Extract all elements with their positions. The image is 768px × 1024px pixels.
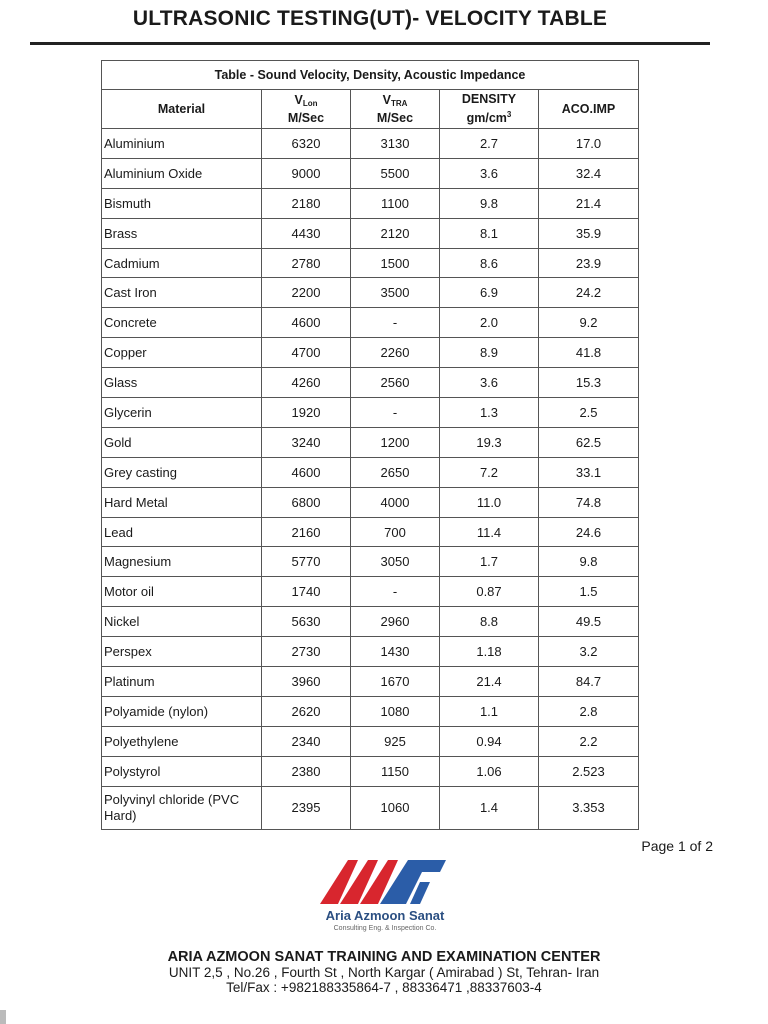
cell-material: Glass	[102, 368, 262, 398]
cell-v-longitudinal: 4700	[262, 338, 351, 368]
cell-v-transverse: 4000	[351, 487, 440, 517]
cell-v-transverse: 2120	[351, 218, 440, 248]
cell-acoustic-impedance: 62.5	[539, 427, 639, 457]
table-row	[102, 129, 639, 159]
cell-v-transverse: 700	[351, 517, 440, 547]
cell-density: 8.8	[440, 607, 539, 637]
cell-v-longitudinal: 6320	[262, 129, 351, 159]
cell-density: 0.94	[440, 726, 539, 756]
cell-acoustic-impedance: 21.4	[539, 188, 639, 218]
cell-v-transverse: 5500	[351, 158, 440, 188]
footer-organization: ARIA AZMOON SANAT TRAINING AND EXAMINATION CENTER	[167, 949, 601, 965]
cell-v-longitudinal: 3960	[262, 667, 351, 697]
cell-acoustic-impedance: 32.4	[539, 158, 639, 188]
cell-v-longitudinal: 1740	[262, 577, 351, 607]
header-density: DENSITY $gm/cm^3$	[440, 90, 539, 129]
cell-density: 3.6	[440, 368, 539, 398]
table-row	[102, 607, 639, 637]
cell-v-transverse: -	[351, 308, 440, 338]
cell-v-longitudinal: 4430	[262, 218, 351, 248]
cell-density: 7.2	[440, 457, 539, 487]
cell-acoustic-impedance: 2.2	[539, 726, 639, 756]
header-v-transverse: $V_{TRA}$ M/Sec	[351, 90, 440, 129]
cell-material: Brass	[102, 218, 262, 248]
cell-acoustic-impedance: 17.0	[539, 129, 639, 159]
cell-density: 2.0	[440, 308, 539, 338]
table-row	[102, 158, 639, 188]
cell-density: 2.7	[440, 129, 539, 159]
table-row	[102, 218, 639, 248]
table-row	[102, 487, 639, 517]
cell-v-longitudinal: 4600	[262, 457, 351, 487]
cell-density: 1.1	[440, 696, 539, 726]
cell-density: 6.9	[440, 278, 539, 308]
cell-material: Cadmium	[102, 248, 262, 278]
cell-density: 9.8	[440, 188, 539, 218]
cell-v-transverse: 3500	[351, 278, 440, 308]
cell-v-longitudinal: 2200	[262, 278, 351, 308]
table-row	[102, 398, 639, 428]
cell-v-transverse: 2260	[351, 338, 440, 368]
cell-acoustic-impedance: 24.2	[539, 278, 639, 308]
cell-material: Polyvinyl chloride (PVC Hard)	[102, 786, 262, 829]
cell-acoustic-impedance: 9.2	[539, 308, 639, 338]
cell-density: 3.6	[440, 158, 539, 188]
cell-v-transverse: 3130	[351, 129, 440, 159]
cell-v-longitudinal: 3240	[262, 427, 351, 457]
header-v-longitudinal: $V_{Lon}$ M/Sec	[262, 90, 351, 129]
cell-density: 11.0	[440, 487, 539, 517]
cell-v-transverse: 2560	[351, 368, 440, 398]
cell-v-transverse: 1100	[351, 188, 440, 218]
cell-v-longitudinal: 1920	[262, 398, 351, 428]
cell-density: 1.06	[440, 756, 539, 786]
cell-material: Bismuth	[102, 188, 262, 218]
table-row	[102, 756, 639, 786]
cell-v-transverse: 2650	[351, 457, 440, 487]
cell-acoustic-impedance: 23.9	[539, 248, 639, 278]
velocity-table	[101, 60, 639, 830]
cell-acoustic-impedance: 15.3	[539, 368, 639, 398]
cell-material: Aluminium Oxide	[102, 158, 262, 188]
cell-v-transverse: -	[351, 577, 440, 607]
cell-material: Lead	[102, 517, 262, 547]
cell-material: Motor oil	[102, 577, 262, 607]
cell-material: Hard Metal	[102, 487, 262, 517]
cell-v-longitudinal: 2180	[262, 188, 351, 218]
table-caption: Table - Sound Velocity, Density, Acoustic Impedance	[102, 61, 639, 90]
cell-acoustic-impedance: 2.523	[539, 756, 639, 786]
table-row	[102, 667, 639, 697]
table-row	[102, 726, 639, 756]
cell-density: 8.1	[440, 218, 539, 248]
cell-acoustic-impedance: 3.2	[539, 637, 639, 667]
cell-acoustic-impedance: 24.6	[539, 517, 639, 547]
page-number: Page 1 of 2	[641, 838, 713, 854]
cell-v-longitudinal: 5630	[262, 607, 351, 637]
table-row	[102, 517, 639, 547]
cell-acoustic-impedance: 35.9	[539, 218, 639, 248]
header-material: Material	[102, 90, 262, 129]
cell-v-longitudinal: 2160	[262, 517, 351, 547]
cell-v-longitudinal: 2620	[262, 696, 351, 726]
cell-v-transverse: 1060	[351, 786, 440, 829]
cell-material: Polyethylene	[102, 726, 262, 756]
cell-density: 11.4	[440, 517, 539, 547]
table-row	[102, 637, 639, 667]
cell-v-transverse: 1500	[351, 248, 440, 278]
footer-contact: Tel/Fax : +982188335864-7 , 88336471 ,88337603-4	[226, 980, 542, 995]
cell-v-longitudinal: 2780	[262, 248, 351, 278]
cell-v-transverse: 1670	[351, 667, 440, 697]
cell-acoustic-impedance: 9.8	[539, 547, 639, 577]
cell-material: Perspex	[102, 637, 262, 667]
cell-density: 1.3	[440, 398, 539, 428]
table-row	[102, 427, 639, 457]
cell-density: 19.3	[440, 427, 539, 457]
cell-v-transverse: 1080	[351, 696, 440, 726]
table-row	[102, 368, 639, 398]
cell-material: Aluminium	[102, 129, 262, 159]
cell-acoustic-impedance: 33.1	[539, 457, 639, 487]
cell-acoustic-impedance: 2.8	[539, 696, 639, 726]
cell-acoustic-impedance: 3.353	[539, 786, 639, 829]
cell-v-longitudinal: 2730	[262, 637, 351, 667]
cell-density: 1.4	[440, 786, 539, 829]
cell-v-transverse: 925	[351, 726, 440, 756]
logo-tagline: Consulting Eng. & Inspection Co.	[333, 925, 437, 932]
cell-v-longitudinal: 2395	[262, 786, 351, 829]
cell-material: Glycerin	[102, 398, 262, 428]
table-row	[102, 248, 639, 278]
cell-material: Concrete	[102, 308, 262, 338]
cell-material: Polyamide (nylon)	[102, 696, 262, 726]
cell-material: Nickel	[102, 607, 262, 637]
cell-material: Polystyrol	[102, 756, 262, 786]
table-row	[102, 278, 639, 308]
cell-density: 0.87	[440, 577, 539, 607]
cell-density: 1.7	[440, 547, 539, 577]
cell-material: Gold	[102, 427, 262, 457]
cell-v-longitudinal: 9000	[262, 158, 351, 188]
cell-v-transverse: 1150	[351, 756, 440, 786]
cell-density: 21.4	[440, 667, 539, 697]
table-row	[102, 308, 639, 338]
cell-density: 8.6	[440, 248, 539, 278]
cell-v-longitudinal: 6800	[262, 487, 351, 517]
cell-v-longitudinal: 2380	[262, 756, 351, 786]
cell-acoustic-impedance: 2.5	[539, 398, 639, 428]
table-row	[102, 786, 639, 829]
cell-acoustic-impedance: 49.5	[539, 607, 639, 637]
cell-v-longitudinal: 4260	[262, 368, 351, 398]
cell-v-transverse: -	[351, 398, 440, 428]
cell-material: Grey casting	[102, 457, 262, 487]
table-row	[102, 577, 639, 607]
title-underline	[30, 42, 710, 45]
cell-material: Magnesium	[102, 547, 262, 577]
cell-material: Cast Iron	[102, 278, 262, 308]
cell-acoustic-impedance: 84.7	[539, 667, 639, 697]
cell-density: 8.9	[440, 338, 539, 368]
table-row	[102, 696, 639, 726]
cell-v-transverse: 1200	[351, 427, 440, 457]
table-row	[102, 547, 639, 577]
footer	[0, 949, 768, 995]
cell-v-transverse: 2960	[351, 607, 440, 637]
table-row	[102, 338, 639, 368]
corner-mark	[0, 1010, 6, 1024]
cell-v-transverse: 1430	[351, 637, 440, 667]
cell-acoustic-impedance: 1.5	[539, 577, 639, 607]
cell-material: Copper	[102, 338, 262, 368]
page-title: ULTRASONIC TESTING(UT)- VELOCITY TABLE	[132, 7, 608, 30]
cell-density: 1.18	[440, 637, 539, 667]
cell-acoustic-impedance: 74.8	[539, 487, 639, 517]
cell-material: Platinum	[102, 667, 262, 697]
cell-v-transverse: 3050	[351, 547, 440, 577]
cell-v-longitudinal: 4600	[262, 308, 351, 338]
footer-address: UNIT 2,5 , No.26 , Fourth St , North Kargar ( Amirabad ) St, Tehran- Iran	[168, 965, 600, 980]
header-acoustic-impedance: ACO.IMP	[539, 90, 639, 129]
cell-acoustic-impedance: 41.8	[539, 338, 639, 368]
table-row	[102, 457, 639, 487]
logo-company-name: Aria Azmoon Sanat	[325, 908, 445, 923]
cell-v-longitudinal: 5770	[262, 547, 351, 577]
table-row	[102, 188, 639, 218]
cell-v-longitudinal: 2340	[262, 726, 351, 756]
